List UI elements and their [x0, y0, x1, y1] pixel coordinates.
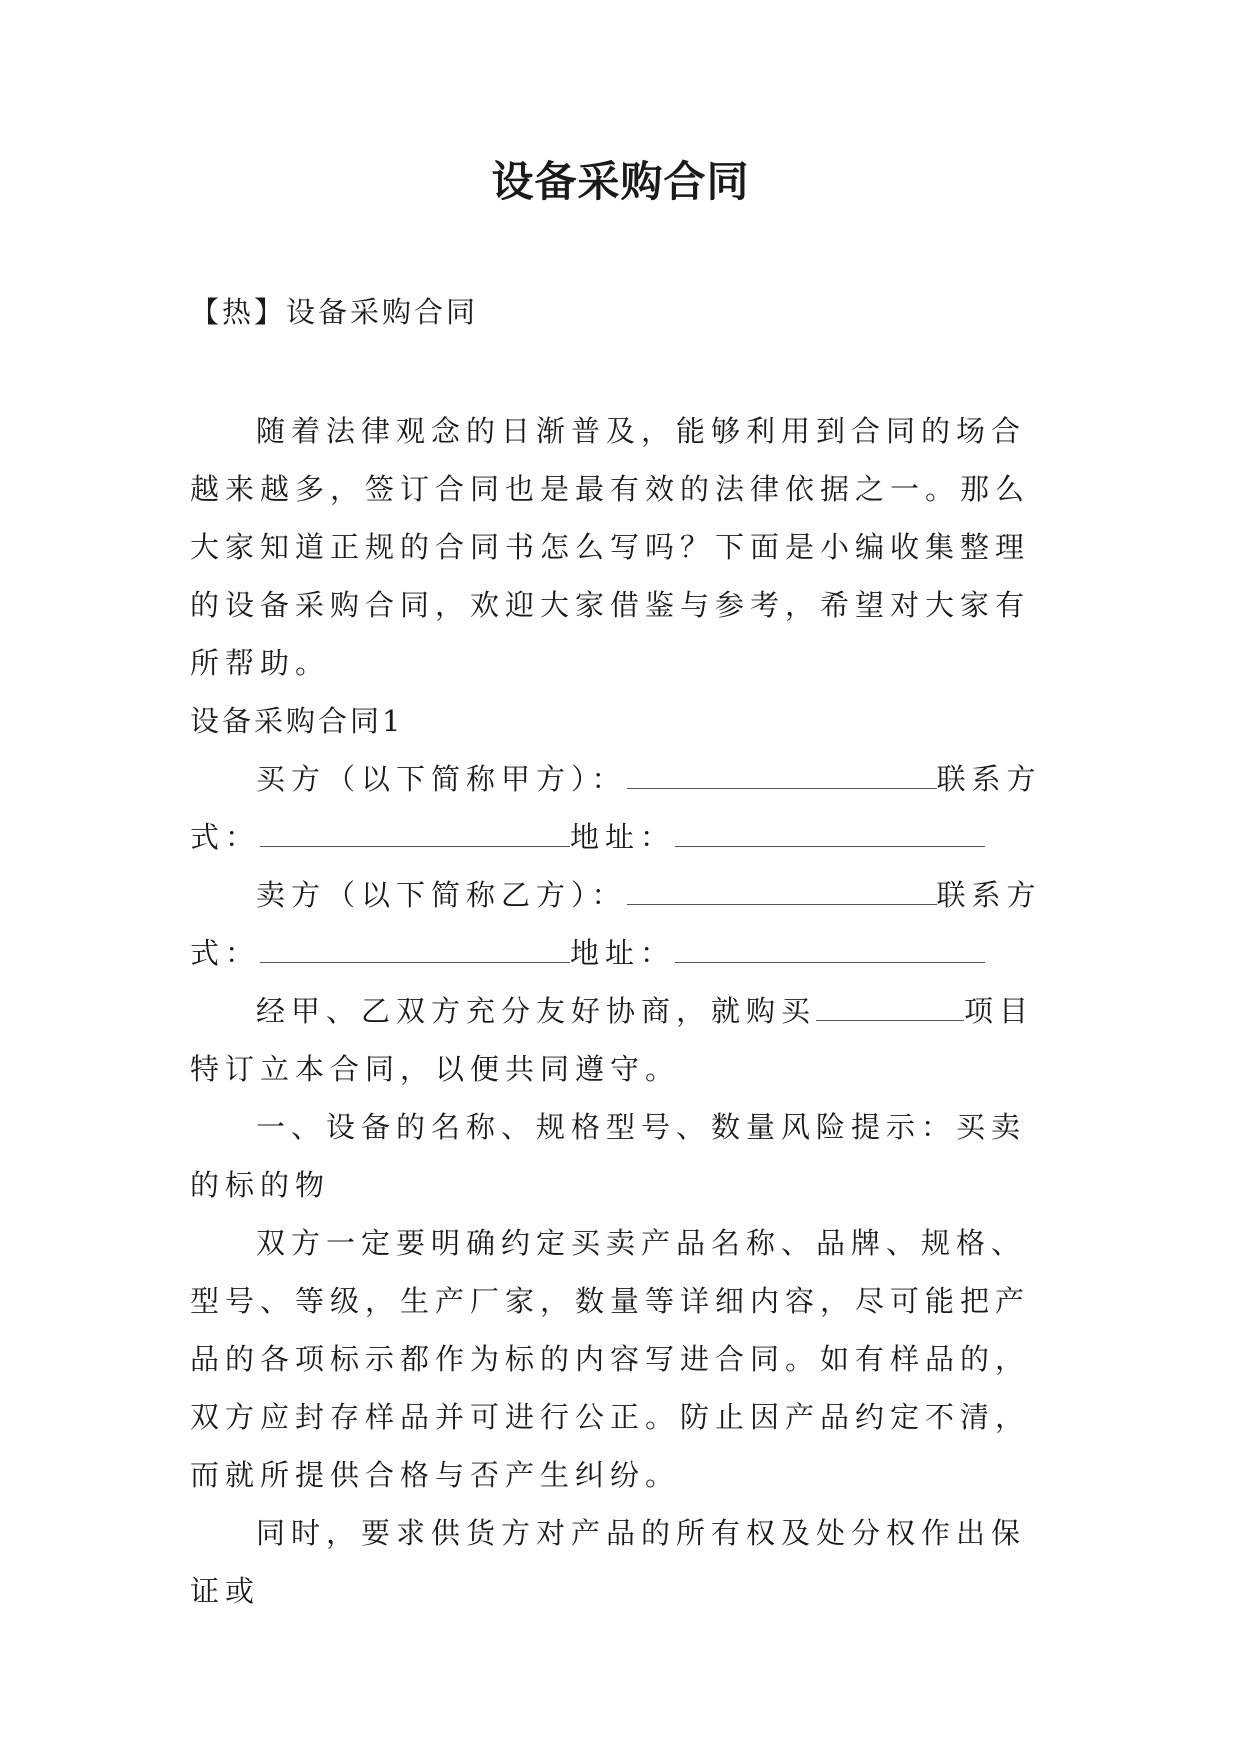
seller-info: [190, 866, 1050, 982]
negotiation-paragraph: [190, 982, 1050, 1098]
buyer-name-blank[interactable]: [627, 758, 937, 789]
negotiation-suffix: 项目特订立本合同，以便共同遵守。: [190, 994, 1035, 1086]
clause-1-continuation: 同时，要求供货方对产品的所有权及处分权作出保证或: [190, 1516, 1027, 1608]
project-name-blank[interactable]: [816, 990, 964, 1021]
seller-name-blank[interactable]: [627, 874, 937, 905]
seller-label: 卖方（以下简称乙方）：: [256, 878, 627, 912]
clause-1-heading: 一、设备的名称、规格型号、数量风险提示：买卖的标的物: [190, 1110, 1027, 1202]
negotiation-prefix: 经甲、乙双方充分友好协商，就购买: [256, 994, 817, 1028]
contract-heading: 设备采购合同1: [190, 704, 404, 738]
intro-paragraph: 随着法律观念的日渐普及，能够利用到合同的场合越来越多，签订合同也是最有效的法律依据之一。那么大家知道正规的合同书怎么写吗？下面是小编收集整理的设备采购合同，欢迎大家借鉴与参考，希望对大家有所帮助。: [190, 414, 1031, 680]
document-subtitle: 【热】设备采购合同: [190, 295, 479, 329]
contract-section: [190, 692, 1050, 1620]
buyer-address-label: 地址：: [570, 820, 676, 854]
clause-1-detail: 双方一定要明确约定买卖产品名称、品牌、规格、型号、等级，生产厂家，数量等详细内容，尽可能把产品的各项标示都作为标的内容写进合同。如有样品的，双方应封存样品并可进行公正。防止因产品约定不清，而就所提供合格与否产生纠纷。: [190, 1226, 1031, 1492]
buyer-contact-label: 联系方式：: [190, 762, 1042, 854]
buyer-info: [190, 750, 1050, 866]
document-title: 设备采购合同: [491, 157, 750, 206]
buyer-label: 买方（以下简称甲方）：: [256, 762, 627, 796]
seller-contact-blank[interactable]: [260, 932, 570, 963]
buyer-address-blank[interactable]: [675, 816, 985, 847]
buyer-contact-blank[interactable]: [260, 816, 570, 847]
seller-contact-label: 联系方式：: [190, 878, 1042, 970]
seller-address-blank[interactable]: [675, 932, 985, 963]
seller-address-label: 地址：: [570, 936, 676, 970]
